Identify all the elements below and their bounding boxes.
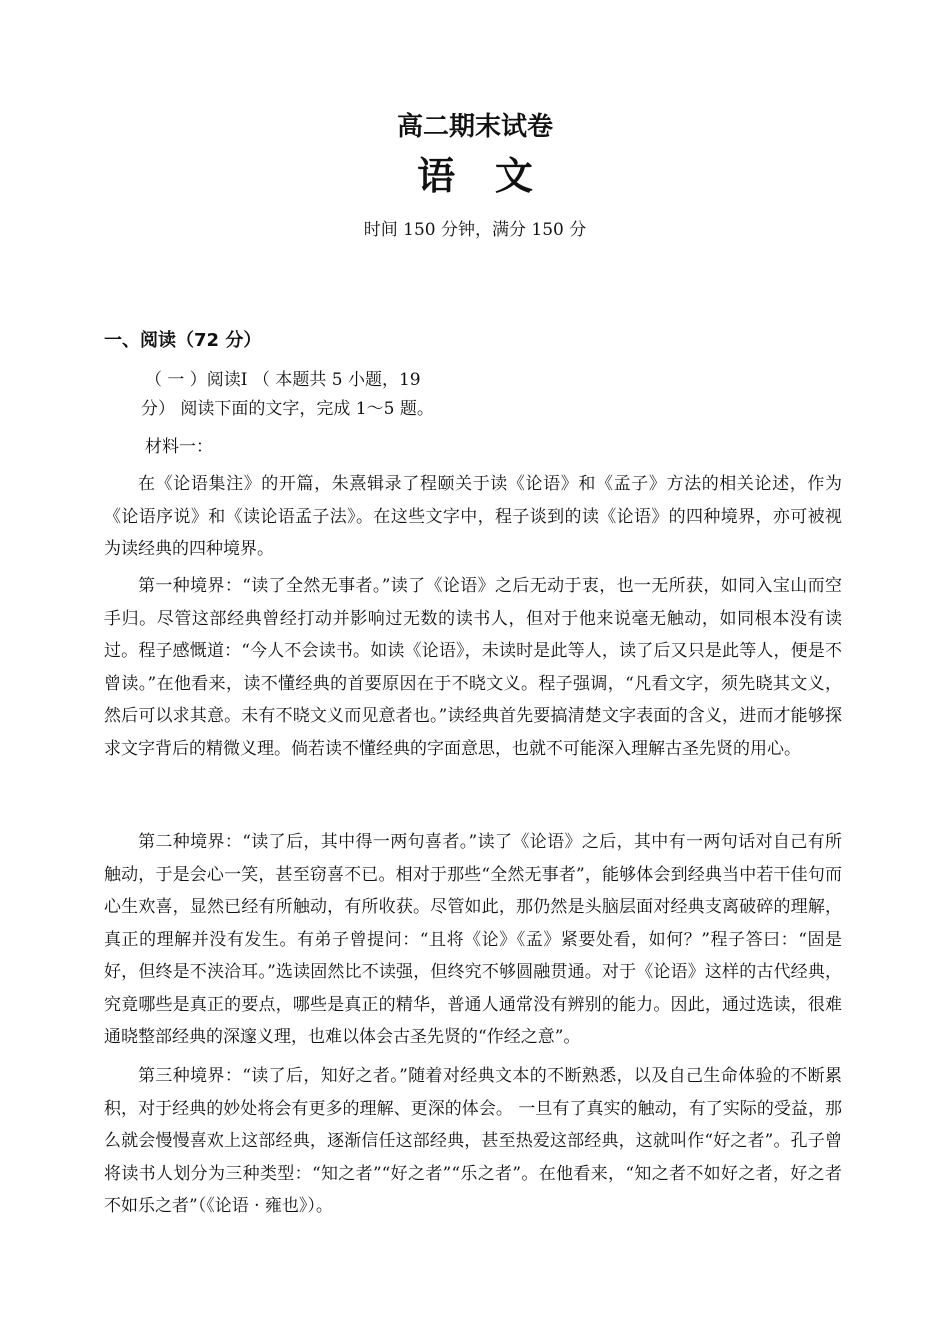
subject-title: 语 文 <box>417 154 547 198</box>
time-info: 时间 150 分钟，满分 150 分 <box>363 220 587 240</box>
material-label: 材料一： <box>145 437 213 457</box>
body-paragraph: 第二种境界：“读了后，其中得一两句喜者。”读了《论语》之后，其中有一两句话对自己有所触动，于是会心一笑，甚至窃喜不已。相对于那些“全然无事者”，能够体会到经典当中若干佳句而心生欢喜，显然已经有所触动，有所收获。尽管如此，那仍然是头脑层面对经典支离破碎的理解，真正的理解并没有发生。有弟子曾提问：“且将《论》《孟》紧要处看，如何？”程子答曰：“固是好，但终是不浃洽耳。”选读固然比不读强，但终究不够圆融贯通。对于《论语》这样的古代经典，究竟哪些是真正的要点，哪些是真正的精华，普通人通常没有辨别的能力。因此，通过选读，很难通晓整部经典的深邃义理，也难以体会古圣先贤的“作经之意”。 <box>104 832 842 1047</box>
body-paragraph: 第一种境界：“读了全然无事者。”读了《论语》之后无动于衷，也一无所获，如同入宝山而空手归。尽管这部经典曾经打动并影响过无数的读书人，但对于他来说毫无触动，如同根本没有读过。程子感慨道：“今人不会读书。如读《论语》，未读时是此等人，读了后又只是此等人，便是不曾读。”在他看来，读不懂经典的首要原因在于不晓文义。程子强调，“凡看文字，须先晓其文义，然后可以求其意。未有不晓文义而见意者也。”读经典首先要搞清楚文字表面的含义，进而才能够探求文字背后的精微义理。倘若读不懂经典的字面意思，也就不可能深入理解古圣先贤的用心。 <box>104 576 842 759</box>
section-heading: 一、阅读（72 分） <box>104 330 262 351</box>
body-paragraph: 第三种境界：“读了后，知好之者。”随着对经典文本的不断熟悉，以及自己生命体验的不断累积，对于经典的妙处将会有更多的理解、更深的体会。 一旦有了真实的触动，有了实际的受益，那么就会慢慢喜欢上这部经典，逐渐信任这部经典，甚至热爱这部经典，这就叫作“好之者”。孔子曾将读书人划分为三种类型：“知之者”“好之者”“乐之者”。在他看来，“知之者不如好之者，好之者不如乐之者”（《论语 · 雍也》）。 <box>104 1066 842 1216</box>
body-paragraph: 在《论语集注》的开篇，朱熹辑录了程颐关于读《论语》和《孟子》方法的相关论述，作为《论语序说》和《读论语孟子法》。在这些文字中，程子谈到的读《论语》的四种境界，亦可被视为读经典的四种境界。 <box>104 474 842 559</box>
exam-title: 高二期末试卷 <box>396 112 553 142</box>
sub-heading-line-2: 分） 阅读下面的文字，完成 1～5 题。 <box>141 399 434 419</box>
sub-heading-line-1: （ 一 ）阅读Ⅰ （ 本题共 5 小题，19 <box>145 370 421 390</box>
